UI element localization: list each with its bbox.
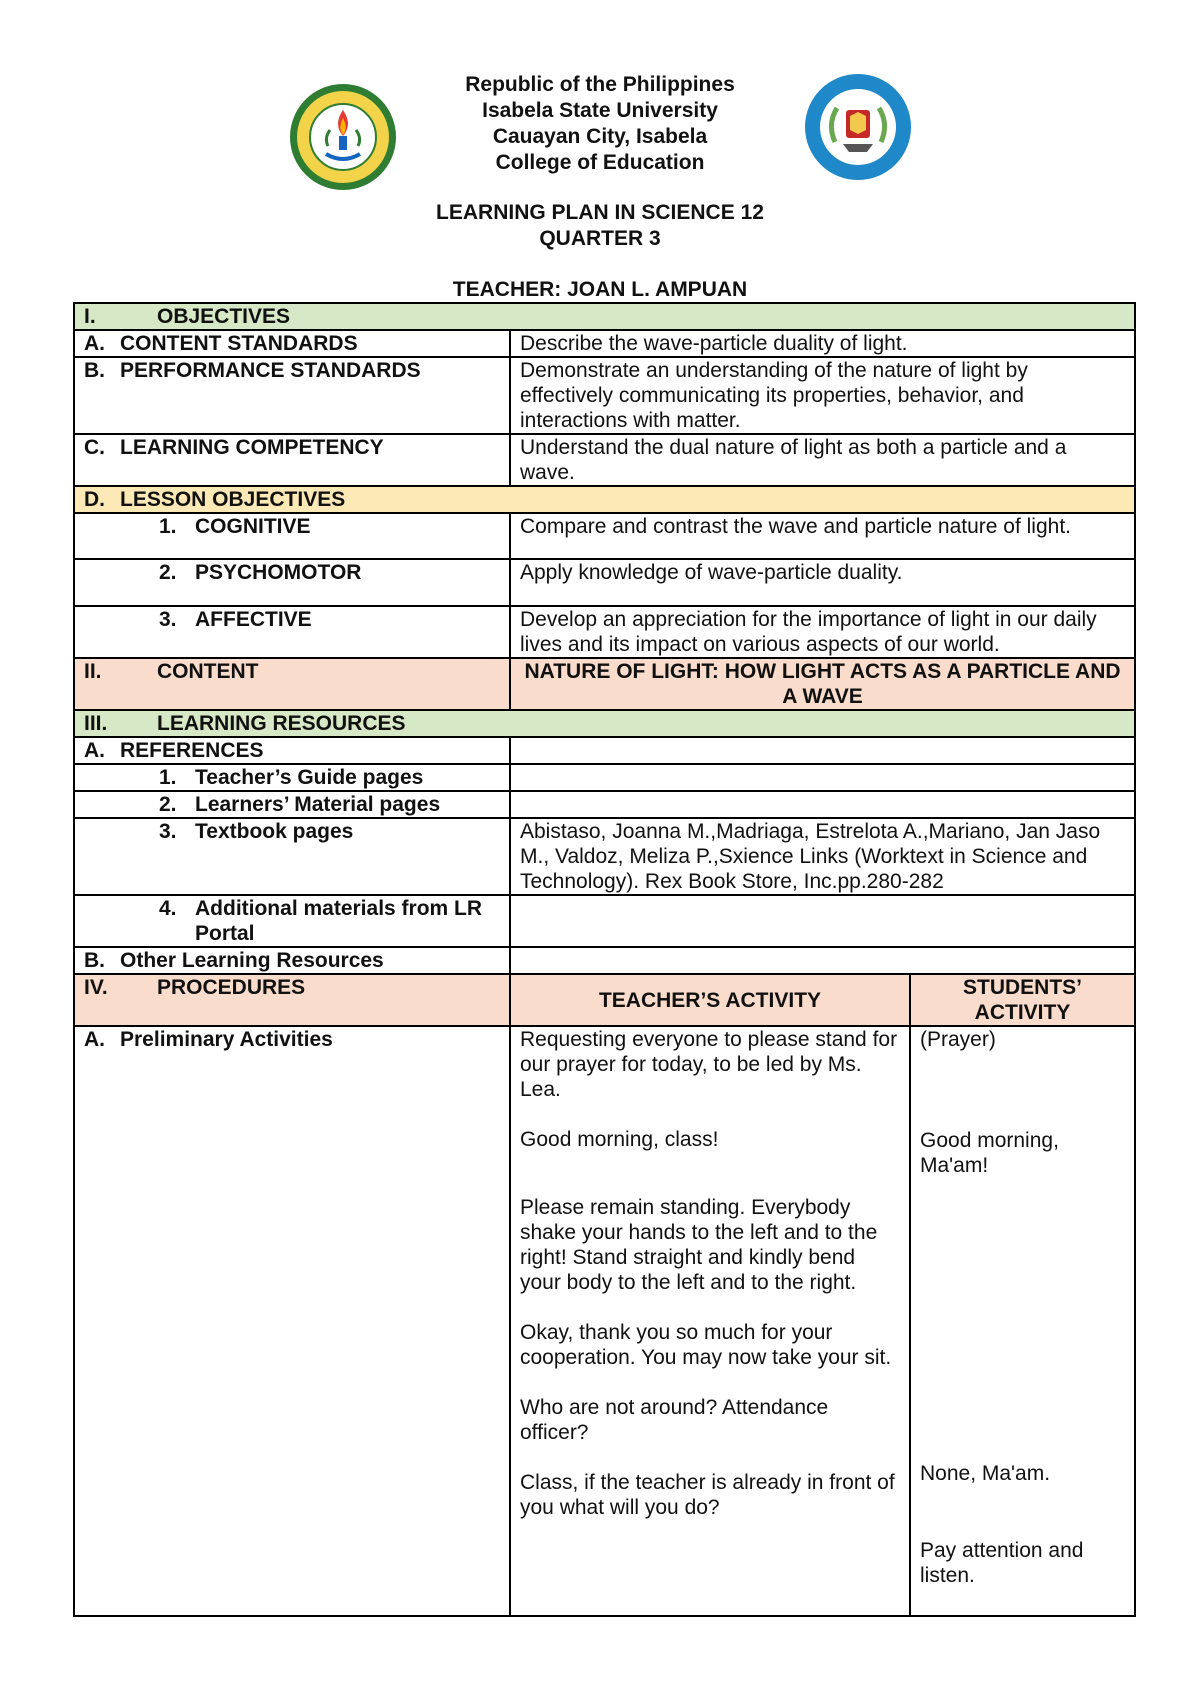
content-row	[74, 658, 1135, 710]
row-label	[74, 1026, 510, 1616]
row-label-text: PERFORMANCE STANDARDS	[120, 359, 421, 382]
row-value: Apply knowledge of wave-particle duality.	[510, 559, 1135, 606]
row-label	[74, 895, 510, 947]
row-label-text: CONTENT STANDARDS	[120, 332, 358, 355]
section-objectives-row	[74, 303, 1135, 330]
row-value: Understand the dual nature of light as both a particle and a wave.	[510, 434, 1135, 486]
table-row	[74, 818, 1135, 895]
row-value	[510, 947, 1135, 974]
learning-plan-table	[73, 302, 1136, 1617]
table-row	[74, 357, 1135, 434]
table-row	[74, 737, 1135, 764]
table-row	[74, 513, 1135, 559]
row-value	[510, 791, 1135, 818]
institution-line: College of Education	[495, 151, 705, 174]
plan-quarter: QUARTER 3	[539, 227, 661, 250]
section-header	[74, 658, 510, 710]
row-label-text: LEARNING COMPETENCY	[120, 436, 384, 459]
row-letter: C.	[84, 436, 105, 459]
row-number: 4.	[159, 897, 177, 920]
teacher-line: Please remain standing. Everybody shake your hands to the left and to the right! Stand straight and kindly bend your body to the left and to the right.	[520, 1196, 878, 1294]
row-number: 3.	[159, 820, 177, 843]
row-label	[74, 559, 510, 606]
row-label-text: Additional materials from LR Portal	[195, 897, 483, 945]
section-number: II.	[84, 660, 102, 683]
section-title: CONTENT	[157, 660, 259, 683]
section-resources-row	[74, 710, 1135, 737]
row-value: Develop an appreciation for the importance of light in our daily lives and its impact on various aspects of our world.	[510, 606, 1135, 658]
row-number: 2.	[159, 793, 177, 816]
teacher-activity-header: TEACHER’S ACTIVITY	[510, 974, 910, 1026]
row-label	[74, 330, 510, 357]
row-number: 1.	[159, 766, 177, 789]
table-row	[74, 895, 1135, 947]
row-label	[74, 513, 510, 559]
institution-line: Cauayan City, Isabela	[492, 125, 708, 148]
row-label	[74, 791, 510, 818]
section-title: PROCEDURES	[157, 976, 306, 999]
row-letter: D.	[84, 488, 105, 511]
institution-block	[0, 72, 1200, 176]
row-label	[74, 947, 510, 974]
row-label-text: COGNITIVE	[195, 515, 311, 538]
row-value: Demonstrate an understanding of the nature of light by effectively communicating its properties, behavior, and interactions with matter.	[510, 357, 1135, 434]
teacher-line: Good morning, class!	[520, 1128, 719, 1151]
row-letter: A.	[84, 332, 105, 355]
row-label-text: REFERENCES	[120, 739, 264, 762]
table-row	[74, 947, 1135, 974]
section-number: III.	[84, 712, 108, 735]
row-number: 2.	[159, 561, 177, 584]
row-letter: A.	[84, 739, 105, 762]
procedures-header-row	[74, 974, 1135, 1026]
row-value	[510, 764, 1135, 791]
table-row	[74, 559, 1135, 606]
row-value: Abistaso, Joanna M.,Madriaga, Estrelota A.,Mariano, Jan Jaso M., Valdoz, Meliza P.,Sxience Links (Worktext in Science and Technology). Rex Book Store, Inc.pp.280-282	[510, 818, 1135, 895]
row-label	[74, 818, 510, 895]
section-number: I.	[84, 305, 96, 328]
teacher-line: Class, if the teacher is already in front of you what will you do?	[520, 1471, 895, 1519]
preliminary-activities-row	[74, 1026, 1135, 1616]
section-number: IV.	[84, 976, 108, 999]
row-label-text: LESSON OBJECTIVES	[120, 488, 346, 511]
student-line: Good morning, Ma'am!	[920, 1129, 1059, 1177]
row-value	[510, 737, 1135, 764]
row-label-text: Preliminary Activities	[120, 1028, 333, 1051]
teacher-activity-cell	[510, 1026, 910, 1616]
row-value: Describe the wave-particle duality of light.	[510, 330, 1135, 357]
students-activity-header: STUDENTS’ ACTIVITY	[910, 974, 1135, 1026]
row-label	[74, 357, 510, 434]
row-label-text: Other Learning Resources	[120, 949, 384, 972]
row-label-text: Textbook pages	[195, 820, 354, 843]
student-line: None, Ma'am.	[920, 1462, 1051, 1485]
row-label-text: Teacher’s Guide pages	[195, 766, 424, 789]
row-letter: B.	[84, 949, 105, 972]
content-topic: NATURE OF LIGHT: HOW LIGHT ACTS AS A PARTICLE AND A WAVE	[510, 658, 1135, 710]
row-label	[74, 606, 510, 658]
teacher-line: Okay, thank you so much for your cooperation. You may now take your sit.	[520, 1321, 892, 1369]
table-row	[74, 764, 1135, 791]
row-letter: B.	[84, 359, 105, 382]
section-title: LEARNING RESOURCES	[157, 712, 406, 735]
row-label-text: Learners’ Material pages	[195, 793, 441, 816]
plan-title: LEARNING PLAN IN SCIENCE 12	[436, 201, 764, 224]
student-line: Pay attention and listen.	[920, 1539, 1084, 1587]
section-title: OBJECTIVES	[157, 305, 291, 328]
teacher-line: TEACHER: JOAN L. AMPUAN	[452, 278, 748, 301]
institution-line: Isabela State University	[482, 99, 718, 122]
teacher-line: Who are not around? Attendance officer?	[520, 1396, 829, 1444]
row-label-text: AFFECTIVE	[195, 608, 312, 631]
student-line: (Prayer)	[920, 1028, 996, 1051]
students-activity-cell	[910, 1026, 1135, 1616]
institution-line: Republic of the Philippines	[465, 73, 735, 96]
table-row	[74, 606, 1135, 658]
row-number: 1.	[159, 515, 177, 538]
teacher-line: Requesting everyone to please stand for our prayer for today, to be led by Ms. Lea.	[520, 1028, 898, 1101]
row-label-text: PSYCHOMOTOR	[195, 561, 362, 584]
table-row	[74, 434, 1135, 486]
section-header	[74, 303, 1135, 330]
row-label	[74, 434, 510, 486]
document-header	[0, 0, 1200, 310]
row-letter: A.	[84, 1028, 105, 1051]
plan-title-block	[0, 200, 1200, 252]
table-row	[74, 330, 1135, 357]
lesson-objectives-row	[74, 486, 1135, 513]
row-label	[74, 737, 510, 764]
row-label	[74, 764, 510, 791]
section-header	[74, 974, 510, 1026]
row-label	[74, 486, 1135, 513]
table-row	[74, 791, 1135, 818]
section-header	[74, 710, 1135, 737]
row-value	[510, 895, 1135, 947]
row-number: 3.	[159, 608, 177, 631]
row-value: Compare and contrast the wave and particle nature of light.	[510, 513, 1135, 559]
